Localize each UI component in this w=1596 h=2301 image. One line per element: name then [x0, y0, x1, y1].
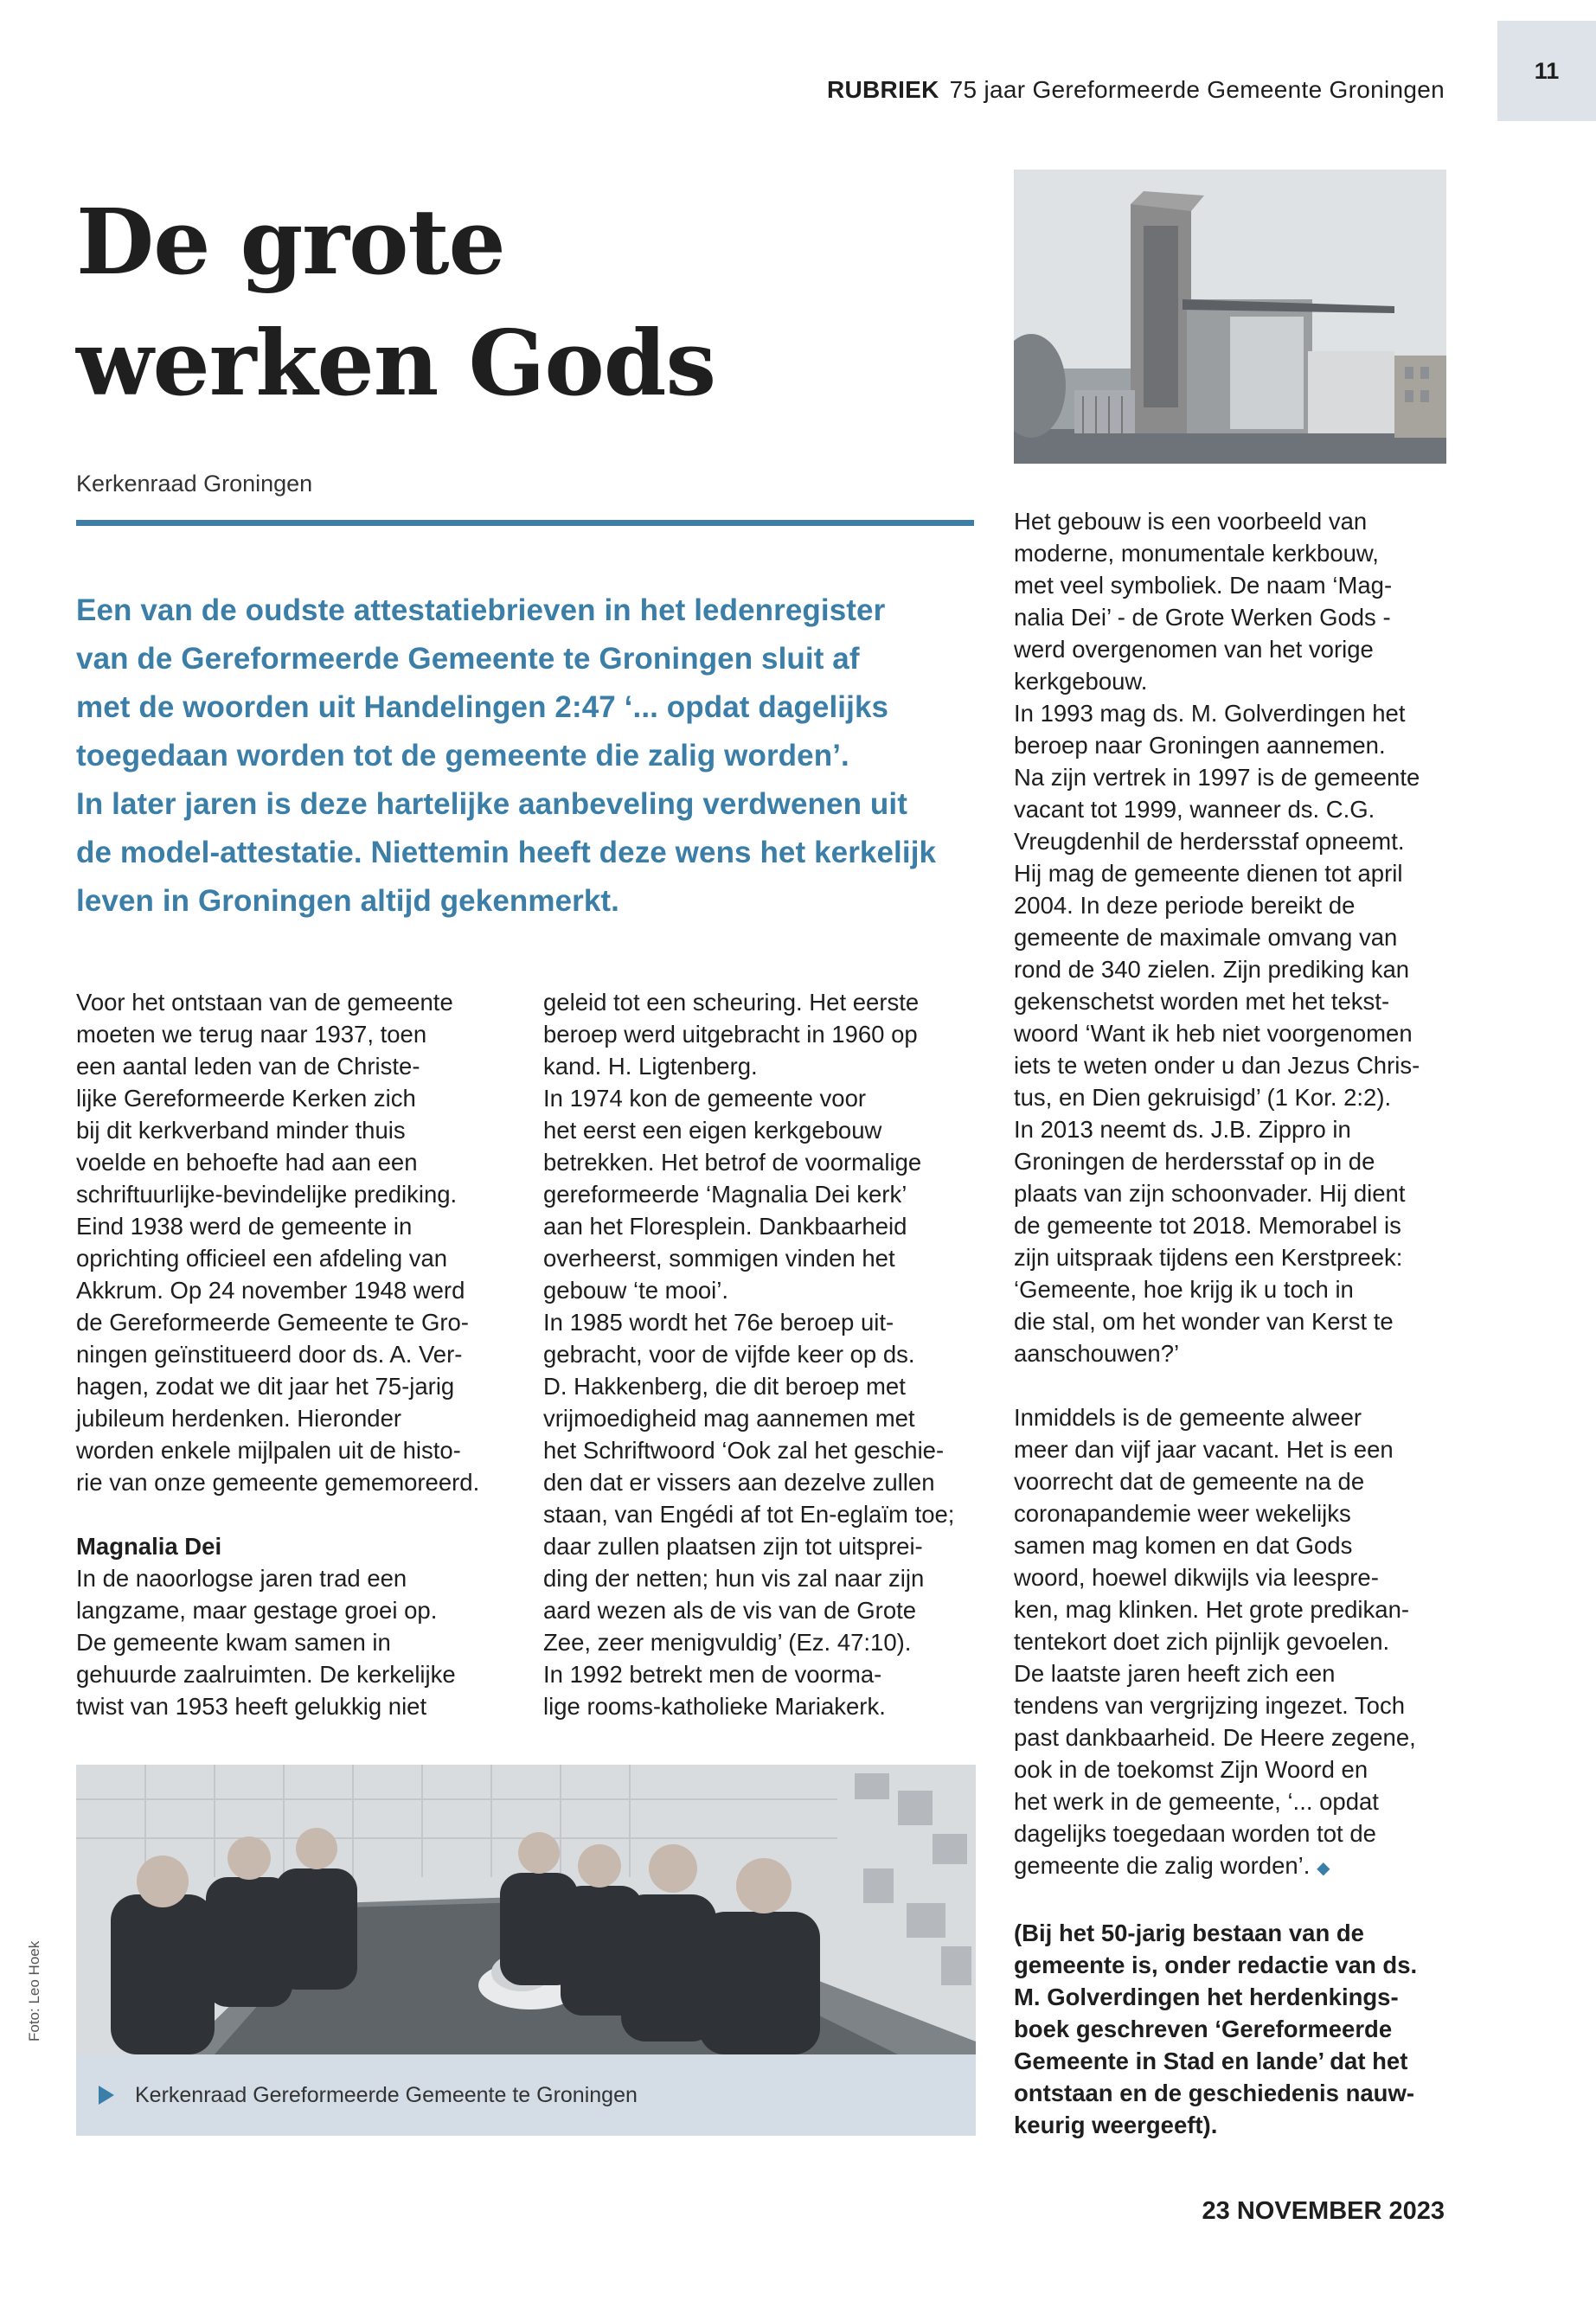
body-line: Akkrum. Op 24 november 1948 werd [76, 1277, 465, 1304]
intro-line: van de Gereformeerde Gemeente te Groningen sluit af [76, 642, 860, 676]
body-line: gebracht, voor de vijfde keer op ds. [543, 1341, 915, 1368]
intro-line: In later jaren is deze hartelijke aanbeveling verdwenen uit [76, 787, 907, 821]
body-line: rond de 340 zielen. Zijn prediking kan [1014, 956, 1410, 983]
running-header [827, 76, 1445, 104]
article-title [76, 182, 941, 424]
body-line: gekenschetst worden met het tekst- [1014, 988, 1390, 1015]
body-line: In 1992 betrekt men de voorma- [543, 1661, 882, 1688]
body-line: voelde en behoefte had aan een [76, 1149, 418, 1176]
body-line: de gemeente tot 2018. Memorabel is [1014, 1212, 1401, 1239]
body-line: gehuurde zaalruimten. De kerkelijke [76, 1661, 456, 1688]
body-line: De gemeente kwam samen in [76, 1629, 391, 1656]
end-mark-icon: ◆ [1317, 1859, 1330, 1878]
body-line: past dankbaarheid. De Heere zegene, [1014, 1724, 1416, 1751]
body-line: In de naoorlogse jaren trad een [76, 1565, 407, 1592]
title-line-1: De grote [76, 189, 505, 295]
body-line: jubileum herdenken. Hieronder [76, 1405, 402, 1432]
page-number-tab [1497, 21, 1596, 121]
body-line: lige rooms-katholieke Mariakerk. [543, 1693, 886, 1720]
body-line: Hij mag de gemeente dienen tot april [1014, 860, 1403, 887]
body-line: geleid tot een scheuring. Het eerste [543, 989, 920, 1016]
body-line: iets te weten onder u dan Jezus Chris- [1014, 1052, 1420, 1079]
body-line: beroep werd uitgebracht in 1960 op [543, 1021, 918, 1048]
body-line: nalia Dei’ - de Grote Werken Gods - [1014, 604, 1391, 631]
body-line: voorrecht dat de gemeente na de [1014, 1468, 1365, 1495]
body-line: hagen, zodat we dit jaar het 75-jarig [76, 1373, 455, 1400]
body-line: aanschouwen?’ [1014, 1340, 1180, 1367]
intro-line: leven in Groningen altijd gekenmerkt. [76, 884, 620, 918]
body-line: vrijmoedigheid mag aannemen met [543, 1405, 915, 1432]
body-column-1 [76, 986, 526, 1722]
body-line: Na zijn vertrek in 1997 is de gemeente [1014, 764, 1420, 791]
body-line: ‘Gemeente, hoe krijg ik u toch in [1014, 1276, 1354, 1303]
body-line: de Gereformeerde Gemeente te Gro- [76, 1309, 469, 1336]
body-line: Eind 1938 werd de gemeente in [76, 1213, 413, 1240]
body-line: De laatste jaren heeft zich een [1014, 1660, 1336, 1687]
body-line: ding der netten; hun vis zal naar zijn [543, 1565, 925, 1592]
body-column-3 [1014, 505, 1464, 2141]
body-line: ook in de toekomst Zijn Woord en [1014, 1756, 1368, 1783]
body-line: In 1985 wordt het 76e beroep uit- [543, 1309, 894, 1336]
rubric-label: RUBRIEK [827, 76, 939, 103]
body-line: Voor het ontstaan van de gemeente [76, 989, 453, 1016]
note-line: (Bij het 50-jarig bestaan van de [1014, 1920, 1364, 1946]
body-line: gereformeerde ‘Magnalia Dei kerk’ [543, 1181, 907, 1208]
intro-line: de model-attestatie. Niettemin heeft deze wens het kerkelijk [76, 836, 937, 869]
body-line: aard wezen als de vis van de Grote [543, 1597, 917, 1624]
article-intro [76, 586, 976, 926]
body-line: het eerst een eigen kerkgebouw [543, 1117, 882, 1144]
body-line: staan, van Engédi af tot En-eglaïm toe; [543, 1501, 955, 1528]
body-line: dagelijks toegedaan worden tot de [1014, 1820, 1376, 1847]
photo-caption: Kerkenraad Gereformeerde Gemeente te Groningen [135, 2082, 638, 2107]
issue-date: 23 NOVEMBER 2023 [1202, 2197, 1445, 2225]
page-number: 11 [1534, 57, 1560, 84]
body-line: kand. H. Ligtenberg. [543, 1053, 758, 1080]
intro-line: Een van de oudste attestatiebrieven in het ledenregister [76, 593, 886, 627]
note-line: ontstaan en de geschiedenis nauw- [1014, 2080, 1415, 2106]
body-line: rie van onze gemeente gememoreerd. [76, 1469, 480, 1496]
body-column-2 [543, 986, 976, 1722]
body-line: tentekort doet zich pijnlijk gevoelen. [1014, 1628, 1390, 1655]
photo-caption-bar [76, 2054, 976, 2136]
body-line: vacant tot 1999, wanneer ds. C.G. [1014, 796, 1375, 823]
body-line: ken, mag klinken. Het grote predikan- [1014, 1596, 1410, 1623]
body-line: tendens van vergrijzing ingezet. Toch [1014, 1692, 1405, 1719]
body-line: tus, en Dien gekruisigd’ (1 Kor. 2:2). [1014, 1084, 1392, 1111]
body-line: moeten we terug naar 1937, toen [76, 1021, 427, 1048]
body-line: met veel symboliek. De naam ‘Mag- [1014, 572, 1393, 599]
body-line: aan het Floresplein. Dankbaarheid [543, 1213, 907, 1240]
note-line: gemeente is, onder redactie van ds. [1014, 1952, 1418, 1978]
section-subheading: Magnalia Dei [76, 1533, 222, 1560]
body-line: Inmiddels is de gemeente alweer [1014, 1404, 1362, 1431]
byline: Kerkenraad Groningen [76, 471, 313, 497]
body-line: het Schriftwoord ‘Ook zal het geschie- [543, 1437, 945, 1464]
body-line: woord, hoewel dikwijls via leespre- [1014, 1564, 1379, 1591]
body-line: schriftuurlijke-bevindelijke prediking. [76, 1181, 458, 1208]
body-line: zijn uitspraak tijdens een Kerstpreek: [1014, 1244, 1403, 1271]
church-council-photo [76, 1765, 976, 2054]
body-line: Groningen de herdersstaf op in de [1014, 1148, 1375, 1175]
body-line: gemeente de maximale omvang van [1014, 924, 1398, 951]
body-line: het werk in de gemeente, ‘... opdat [1014, 1788, 1379, 1815]
body-line: In 1993 mag ds. M. Golverdingen het [1014, 700, 1406, 727]
body-line: 2004. In deze periode bereikt de [1014, 892, 1356, 919]
intro-line: toegedaan worden tot de gemeente die zalig worden’. [76, 739, 849, 772]
body-line: meer dan vijf jaar vacant. Het is een [1014, 1436, 1394, 1463]
body-line: gebouw ‘te mooi’. [543, 1277, 729, 1304]
body-line: twist van 1953 heeft gelukkig niet [76, 1693, 427, 1720]
body-line: samen mag komen en dat Gods [1014, 1532, 1353, 1559]
body-line: overheerst, sommigen vinden het [543, 1245, 895, 1272]
church-building-image [1014, 170, 1446, 464]
body-line: kerkgebouw. [1014, 668, 1148, 695]
church-council-image [76, 1765, 976, 2054]
photo-credit: Foto: Leo Hoek [26, 1940, 42, 2041]
body-line: beroep naar Groningen aannemen. [1014, 732, 1386, 759]
body-line: een aantal leden van de Christe- [76, 1053, 420, 1080]
caption-arrow-icon [99, 2086, 114, 2105]
body-line: ningen geïnstitueerd door ds. A. Ver- [76, 1341, 463, 1368]
body-line: lijke Gereformeerde Kerken zich [76, 1085, 416, 1112]
title-divider [76, 520, 974, 526]
rubric-title: 75 jaar Gereformeerde Gemeente Groningen [949, 76, 1445, 103]
body-line: moderne, monumentale kerkbouw, [1014, 540, 1379, 567]
body-line: betrekken. Het betrof de voormalige [543, 1149, 922, 1176]
body-line: worden enkele mijlpalen uit de histo- [76, 1437, 461, 1464]
body-line: woord ‘Want ik heb niet voorgenomen [1014, 1020, 1413, 1047]
note-line: Gemeente in Stad en lande’ dat het [1014, 2048, 1408, 2074]
body-line: In 2013 neemt ds. J.B. Zippro in [1014, 1116, 1351, 1143]
title-line-2: werken Gods [76, 310, 715, 416]
church-building-photo [1014, 170, 1446, 464]
intro-line: met de woorden uit Handelingen 2:47 ‘... opdat dagelijks [76, 690, 889, 724]
body-line: bij dit kerkverband minder thuis [76, 1117, 406, 1144]
note-line: boek geschreven ‘Gereformeerde [1014, 2016, 1393, 2042]
body-line [1014, 1849, 1464, 1885]
body-line: daar zullen plaatsen zijn tot uitsprei- [543, 1533, 923, 1560]
body-line: die stal, om het wonder van Kerst te [1014, 1308, 1394, 1335]
body-line: den dat er vissers aan dezelve zullen [543, 1469, 935, 1496]
body-line: D. Hakkenberg, die dit beroep met [543, 1373, 906, 1400]
body-line: werd overgenomen van het vorige [1014, 636, 1374, 663]
note-line: M. Golverdingen het herdenkings- [1014, 1984, 1399, 2010]
body-line: Zee, zeer menigvuldig’ (Ez. 47:10). [543, 1629, 912, 1656]
body-line: coronapandemie weer wekelijks [1014, 1500, 1351, 1527]
body-line-text: gemeente die zalig worden’. [1014, 1852, 1311, 1879]
body-line: oprichting officieel een afdeling van [76, 1245, 448, 1272]
body-line: Vreugdenhil de herdersstaf opneemt. [1014, 828, 1405, 855]
body-line: Het gebouw is een voorbeeld van [1014, 508, 1368, 535]
body-line: langzame, maar gestage groei op. [76, 1597, 438, 1624]
body-line: In 1974 kon de gemeente voor [543, 1085, 867, 1112]
note-line: keurig weergeeft). [1014, 2112, 1218, 2138]
body-line: plaats van zijn schoonvader. Hij dient [1014, 1180, 1406, 1207]
